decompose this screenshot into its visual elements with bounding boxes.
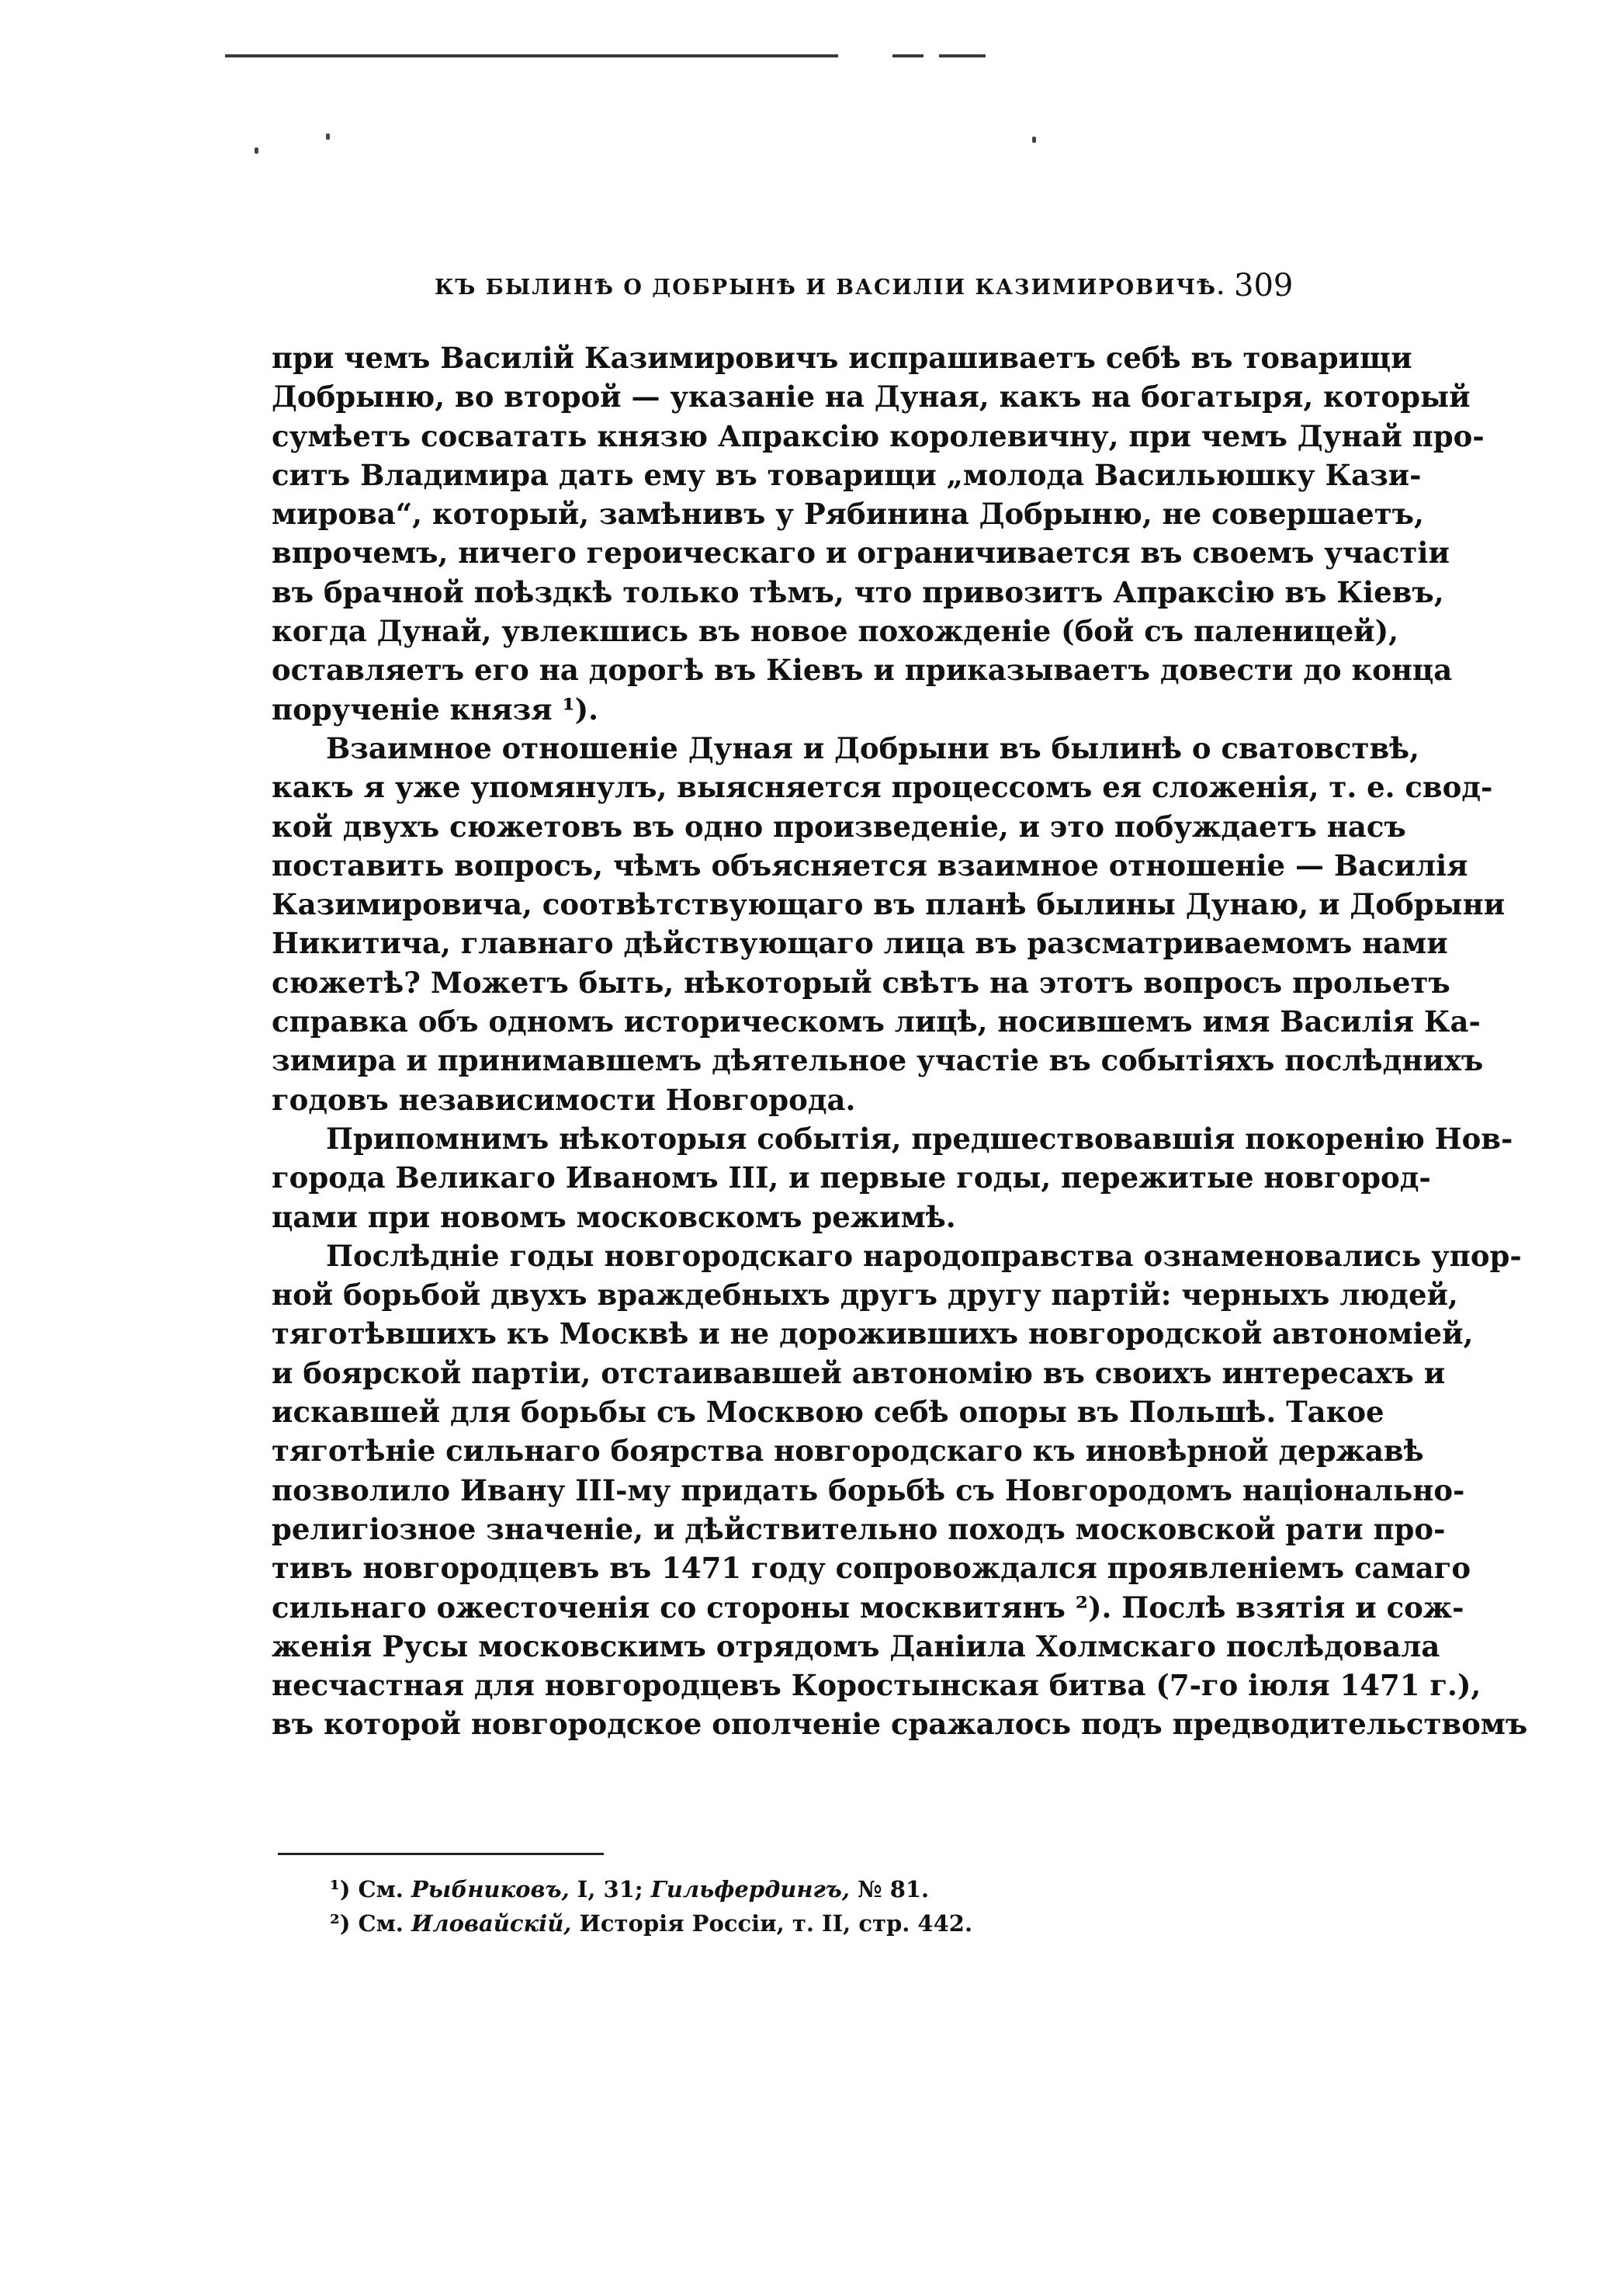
footnote-mark: ²) См.	[330, 1910, 404, 1937]
text-line: впрочемъ, ничего героическаго и ограничивается въ своемъ участіи	[272, 536, 1450, 571]
text-line: кой двухъ сюжетовъ въ одно произведеніе, и это побуждаетъ насъ	[272, 809, 1406, 844]
text-line: тяготѣвшихъ къ Москвѣ и не дорожившихъ новгородской автономіей,	[272, 1316, 1474, 1351]
text-line: религіозное значеніе, и дѣйствительно походъ московской рати про-	[272, 1511, 1446, 1546]
footnote-2	[330, 1906, 1261, 1941]
footnote-1	[330, 1872, 1261, 1906]
paragraph	[272, 1236, 1528, 1744]
text-line: Никитича, главнаго дѣйствующаго лица въ разсматриваемомъ нами	[272, 926, 1448, 961]
text-line: искавшей для борьбы съ Москвою себѣ опоры въ Польшѣ. Такое	[272, 1395, 1384, 1430]
text-line: Взаимное отношеніе Дуная и Добрыни въ былинѣ о сватовствѣ,	[326, 730, 1420, 765]
text-line: Припомнимъ нѣкоторыя событія, предшествовавшія покоренію Нов-	[326, 1121, 1513, 1156]
footnote-text: Исторія Россіи, т. II, стр. 442.	[579, 1910, 973, 1937]
scan-top-rule-fragment	[892, 54, 924, 57]
text-line: тяготѣніе сильнаго боярства новгородскаго къ иновѣрной державѣ	[272, 1434, 1424, 1469]
footnotes	[330, 1872, 1261, 1941]
footnote-author: Иловайскій,	[411, 1910, 572, 1937]
footnote-mark: ¹) См.	[330, 1876, 404, 1902]
scan-top-rule	[225, 54, 838, 57]
text-line: несчастная для новгородцевъ Коростынская битва (7-го іюля 1471 г.),	[272, 1668, 1481, 1703]
text-line: женія Русы московскимъ отрядомъ Даніила Холмскаго послѣдовала	[272, 1628, 1440, 1663]
footnote-author: Гильфердингъ,	[650, 1876, 850, 1902]
footnote-text: № 81.	[858, 1876, 930, 1902]
text-line: сумѣетъ сосватать князю Апраксію королевичну, при чемъ Дунай про-	[272, 418, 1485, 453]
text-line: при чемъ Василій Казимировичъ испрашиваетъ себѣ въ товарищи	[272, 341, 1412, 375]
paragraph	[272, 729, 1506, 1119]
text-line: цами при новомъ московскомъ режимѣ.	[272, 1199, 956, 1234]
scan-top-rule-fragment	[939, 54, 986, 57]
scan-speck	[255, 147, 258, 154]
text-line: Добрыню, во второй — указаніе на Дуная, какъ на богатыря, который	[272, 380, 1471, 414]
text-line: сильнаго ожесточенія со стороны москвитянъ ²). Послѣ взятія и сож-	[272, 1590, 1464, 1625]
text-line: мирова“, который, замѣнивъ у Рябинина Добрыню, не совершаетъ,	[272, 497, 1424, 532]
text-line: зимира и принимавшемъ дѣятельное участіе въ событіяхъ послѣднихъ	[272, 1043, 1484, 1078]
text-line: въ брачной поѣздкѣ только тѣмъ, что привозитъ Апраксію въ Кіевъ,	[272, 574, 1444, 609]
paragraph	[272, 338, 1485, 729]
paragraph	[272, 1119, 1513, 1236]
scan-speck	[326, 134, 330, 140]
footnote-author: Рыбниковъ,	[411, 1876, 570, 1902]
text-line: оставляетъ его на дорогѣ въ Кіевъ и приказываетъ довести до конца	[272, 653, 1453, 688]
text-line: когда Дунай, увлекшись въ новое похожденіе (бой съ паленицей),	[272, 614, 1398, 649]
text-line: Послѣдніе годы новгородскаго народоправства ознаменовались упор-	[326, 1238, 1522, 1273]
scan-speck	[1032, 137, 1036, 143]
text-line: позволило Ивану III-му придать борьбѣ съ Новгородомъ національно-	[272, 1472, 1465, 1507]
text-line: въ которой новгородское ополченіе сражалось подъ предводительствомъ	[272, 1707, 1528, 1742]
running-title: КЪ БЫЛИНѢ О ДОБРЫНѢ И ВАСИЛІИ КАЗИМИРОВИЧѢ.	[435, 276, 1226, 300]
text-line: какъ я уже упомянулъ, выясняется процессомъ ея сложенія, т. е. свод-	[272, 770, 1493, 805]
footnote-text: I, 31;	[577, 1876, 643, 1902]
body-text	[272, 338, 1528, 1744]
text-line: годовъ независимости Новгорода.	[272, 1082, 856, 1117]
text-line: справка объ одномъ историческомъ лицѣ, носившемъ имя Василія Ка-	[272, 1004, 1481, 1039]
text-line: ситъ Владимира дать ему въ товарищи „молода Васильюшку Кази-	[272, 457, 1422, 492]
text-line: сюжетѣ? Можетъ быть, нѣкоторый свѣтъ на этотъ вопросъ прольетъ	[272, 965, 1450, 1000]
text-line: поставить вопросъ, чѣмъ объясняется взаимное отношеніе — Василія	[272, 848, 1468, 883]
text-line: и боярской партіи, отстаивавшей автономію въ своихъ интересахъ и	[272, 1355, 1446, 1390]
footnote-rule	[278, 1853, 604, 1855]
page-number: 309	[1234, 268, 1294, 303]
text-line: ной борьбой двухъ враждебныхъ другъ другу партій: черныхъ людей,	[272, 1278, 1458, 1313]
text-line: тивъ новгородцевъ въ 1471 году сопровождался проявленіемъ самаго	[272, 1551, 1471, 1586]
text-line: Казимировича, соотвѣтствующаго въ планѣ былины Дунаю, и Добрыни	[272, 887, 1506, 922]
text-line: порученіе князя ¹).	[272, 692, 599, 727]
text-line: города Великаго Иваномъ III, и первые годы, пережитые новгород-	[272, 1160, 1431, 1195]
